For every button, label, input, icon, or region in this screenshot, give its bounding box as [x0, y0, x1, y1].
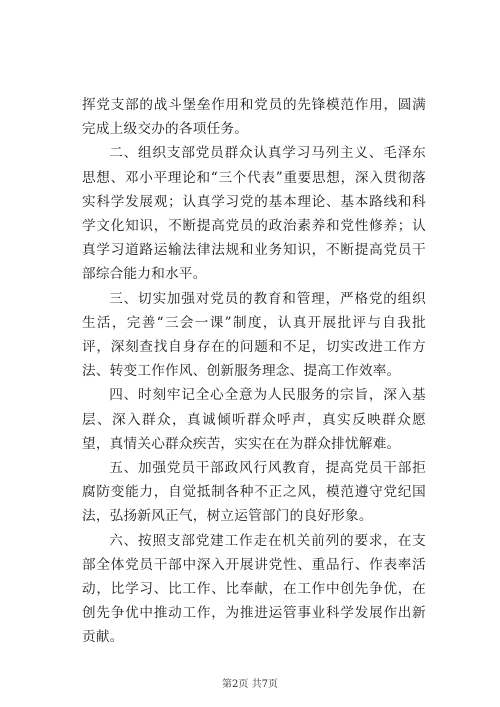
page-footer — [0, 678, 500, 692]
paragraph-item-5-conduct: 五、加强党员干部政风行风教育，提高党员干部拒腐防变能力，自觉抵制各种不正之风，模范遵守党纪国法，弘扬新风正气，树立运管部门的良好形象。 — [82, 460, 426, 525]
document-body — [82, 93, 426, 650]
paragraph-item-4-service: 四、时刻牢记全心全意为人民服务的宗旨，深入基层、深入群众，真诚倾听群众呼声，真实反映群众愿望，真情关心群众疾苦，实实在在为群众排忧解难。 — [82, 387, 426, 452]
paragraph-continuation: 挥党支部的战斗堡垒作用和党员的先锋模范作用，圆满完成上级交办的各项任务。 — [82, 97, 426, 138]
paragraph-item-6-exemplary: 六、按照支部党建工作走在机关前列的要求，在支部全体党员干部中深入开展讲党性、重品行、作表率活动，比学习、比工作、比奉献，在工作中创先争优，在创先争优中推动工作，为推进运管事业科学发展作出新贡献。 — [82, 532, 426, 646]
page-number-indicator: 第2页 共7页 — [222, 679, 278, 690]
paragraph-item-3-education: 三、切实加强对党员的教育和管理，严格党的组织生活，完善“三会一课”制度，认真开展批评与自我批评，深刻查找自身存在的问题和不足，切实改进工作方法、转变工作作风、创新服务理念、提高工作效率。 — [82, 290, 426, 380]
paragraph-item-2-study: 二、组织支部党员群众认真学习马列主义、毛泽东思想、邓小平理论和“三个代表”重要思想，深入贯彻落实科学发展观；认真学习党的基本理论、基本路线和科学文化知识，不断提高党员的政治素养和党性修养；认真学习道路运输法律法规和业务知识，不断提高党员干部综合能力和水平。 — [82, 145, 426, 283]
